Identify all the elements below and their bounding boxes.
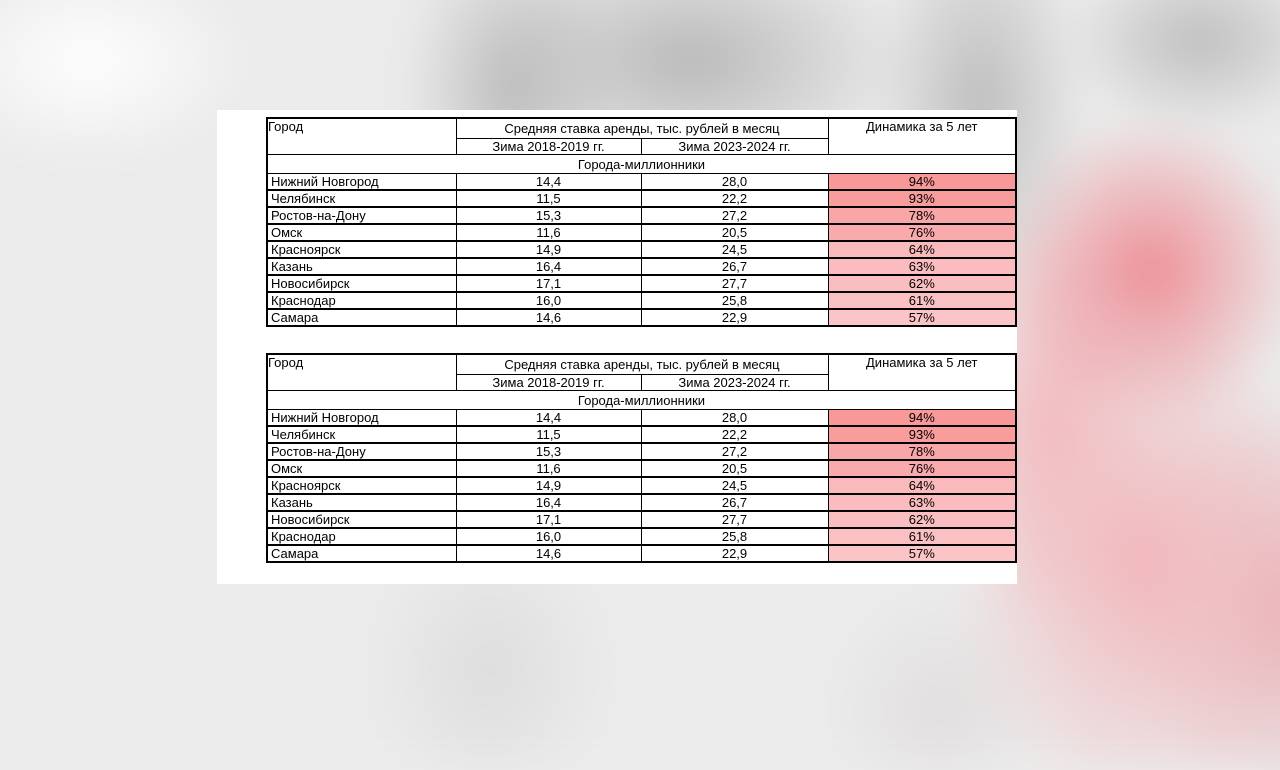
dynamics-cell: 57% [828,545,1016,562]
rate-2023-2024-cell: 25,8 [641,292,828,309]
table-row [267,258,1016,275]
rate-2023-2024-cell: 28,0 [641,410,828,427]
city-cell: Краснодар [267,528,456,545]
city-cell: Новосибирск [267,511,456,528]
rate-2023-2024-cell: 26,7 [641,258,828,275]
section-row [267,155,1016,174]
rate-2023-2024-cell: 27,7 [641,275,828,292]
rate-2023-2024-cell: 26,7 [641,494,828,511]
city-cell: Нижний Новгород [267,174,456,191]
city-cell: Челябинск [267,426,456,443]
rate-2023-2024-cell: 27,7 [641,511,828,528]
column-header-city: Город [267,354,456,391]
rent-rates-table-2 [266,353,1017,563]
rate-2023-2024-cell: 22,2 [641,190,828,207]
dynamics-cell: 93% [828,426,1016,443]
city-cell: Казань [267,494,456,511]
city-cell: Самара [267,309,456,326]
dynamics-cell: 57% [828,309,1016,326]
dynamics-cell: 61% [828,528,1016,545]
column-header-winter-2018-2019: Зима 2018-2019 гг. [456,375,641,391]
table-row [267,224,1016,241]
city-cell: Челябинск [267,190,456,207]
dynamics-cell: 78% [828,443,1016,460]
table-row [267,494,1016,511]
table-body [267,174,1016,327]
rate-2023-2024-cell: 27,2 [641,207,828,224]
table-row [267,241,1016,258]
dynamics-cell: 93% [828,190,1016,207]
table-row [267,309,1016,326]
rate-2018-2019-cell: 17,1 [456,511,641,528]
city-cell: Ростов-на-Дону [267,207,456,224]
column-header-dynamics: Динамика за 5 лет [828,118,1016,155]
rate-2023-2024-cell: 22,9 [641,309,828,326]
rate-2023-2024-cell: 24,5 [641,477,828,494]
table-row [267,190,1016,207]
city-cell: Краснодар [267,292,456,309]
dynamics-cell: 94% [828,174,1016,191]
dynamics-cell: 63% [828,258,1016,275]
column-header-city: Город [267,118,456,155]
rate-2018-2019-cell: 11,5 [456,426,641,443]
rate-2018-2019-cell: 11,6 [456,224,641,241]
rate-2018-2019-cell: 14,9 [456,241,641,258]
rate-2023-2024-cell: 28,0 [641,174,828,191]
section-row [267,391,1016,410]
table-body [267,410,1016,563]
rent-rates-table-1 [266,117,1017,327]
rate-2018-2019-cell: 15,3 [456,207,641,224]
city-cell: Самара [267,545,456,562]
header-row-1 [267,354,1016,375]
table-row [267,511,1016,528]
column-header-winter-2018-2019: Зима 2018-2019 гг. [456,139,641,155]
table-row [267,174,1016,191]
table-row [267,426,1016,443]
dynamics-cell: 94% [828,410,1016,427]
rate-2023-2024-cell: 27,2 [641,443,828,460]
rate-2018-2019-cell: 14,9 [456,477,641,494]
rate-2023-2024-cell: 20,5 [641,224,828,241]
city-cell: Омск [267,460,456,477]
dynamics-cell: 64% [828,241,1016,258]
city-cell: Новосибирск [267,275,456,292]
city-cell: Ростов-на-Дону [267,443,456,460]
city-cell: Красноярск [267,477,456,494]
rate-2018-2019-cell: 16,0 [456,292,641,309]
rate-2018-2019-cell: 14,6 [456,545,641,562]
city-cell: Омск [267,224,456,241]
city-cell: Нижний Новгород [267,410,456,427]
rate-2018-2019-cell: 16,4 [456,258,641,275]
rate-2018-2019-cell: 11,6 [456,460,641,477]
table-row [267,275,1016,292]
table-row [267,460,1016,477]
dynamics-cell: 76% [828,460,1016,477]
dynamics-cell: 61% [828,292,1016,309]
rate-2018-2019-cell: 14,6 [456,309,641,326]
table-row [267,292,1016,309]
table-row [267,207,1016,224]
section-label-million-cities: Города-миллионники [267,155,1016,174]
rate-2018-2019-cell: 16,0 [456,528,641,545]
section-label-million-cities: Города-миллионники [267,391,1016,410]
rate-2023-2024-cell: 20,5 [641,460,828,477]
dynamics-cell: 62% [828,511,1016,528]
dynamics-cell: 63% [828,494,1016,511]
rate-2018-2019-cell: 14,4 [456,410,641,427]
rate-2023-2024-cell: 25,8 [641,528,828,545]
header-row-1 [267,118,1016,139]
column-header-winter-2023-2024: Зима 2023-2024 гг. [641,139,828,155]
rate-2018-2019-cell: 16,4 [456,494,641,511]
table-row [267,443,1016,460]
dynamics-cell: 64% [828,477,1016,494]
column-header-rate-group: Средняя ставка аренды, тыс. рублей в месяц [456,354,828,375]
table-row [267,477,1016,494]
rate-2018-2019-cell: 14,4 [456,174,641,191]
column-header-winter-2023-2024: Зима 2023-2024 гг. [641,375,828,391]
city-cell: Казань [267,258,456,275]
rate-2023-2024-cell: 24,5 [641,241,828,258]
dynamics-cell: 76% [828,224,1016,241]
rate-2018-2019-cell: 11,5 [456,190,641,207]
rate-2018-2019-cell: 17,1 [456,275,641,292]
white-panel [217,110,1017,584]
table-row [267,528,1016,545]
rate-2023-2024-cell: 22,2 [641,426,828,443]
column-header-dynamics: Динамика за 5 лет [828,354,1016,391]
rate-2018-2019-cell: 15,3 [456,443,641,460]
column-header-rate-group: Средняя ставка аренды, тыс. рублей в месяц [456,118,828,139]
dynamics-cell: 78% [828,207,1016,224]
table-row [267,545,1016,562]
rate-2023-2024-cell: 22,9 [641,545,828,562]
dynamics-cell: 62% [828,275,1016,292]
city-cell: Красноярск [267,241,456,258]
table-row [267,410,1016,427]
